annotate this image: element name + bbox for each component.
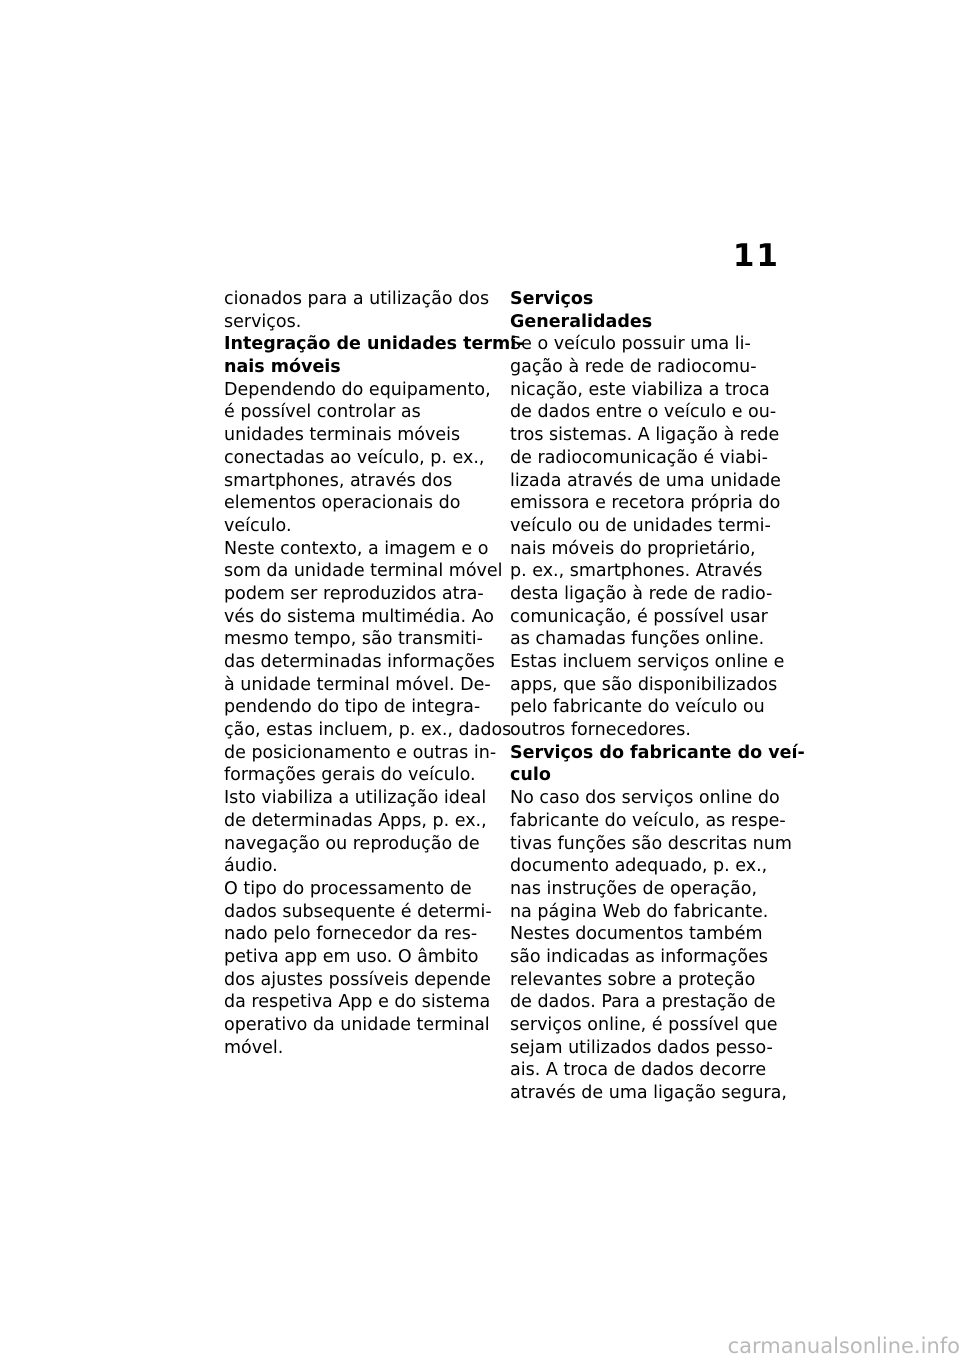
text-line: na página Web do fabricante. <box>510 901 769 922</box>
text-line: nado pelo fornecedor da res- <box>224 924 478 945</box>
text-line: à unidade terminal móvel. De- <box>224 674 491 695</box>
text-line: apps, que são disponibilizados <box>510 674 778 695</box>
text-line: pelo fabricante do veículo ou <box>510 697 765 718</box>
text-line: cionados para a utilização dos <box>224 289 490 309</box>
heading-line: Generalidades <box>510 311 653 332</box>
heading-line: Integração de unidades termi- <box>224 334 524 355</box>
text-line: documento adequado, p. ex., <box>510 856 768 877</box>
text-line: unidades terminais móveis <box>224 425 461 446</box>
text-line: veículo ou de unidades termi- <box>510 515 771 536</box>
text-line: Estas incluem serviços online e <box>510 652 785 672</box>
text-line: nicação, este viabiliza a troca <box>510 379 770 400</box>
heading-line: culo <box>510 765 551 786</box>
text-line: elementos operacionais do <box>224 493 461 514</box>
page-number: 11 <box>732 238 780 274</box>
watermark-footer[interactable]: carmanualsonline.info <box>727 1334 960 1358</box>
text-line: tivas funções são descritas num <box>510 833 792 854</box>
text-line: gação à rede de radiocomu- <box>510 357 757 378</box>
left-column <box>224 288 524 1059</box>
text-line: relevantes sobre a proteção <box>510 969 756 990</box>
text-line: dados subsequente é determi- <box>224 901 492 922</box>
text-line: serviços. <box>224 311 302 332</box>
text-line: nais móveis do proprietário, <box>510 538 756 559</box>
text-line: sejam utilizados dados pesso- <box>510 1037 773 1058</box>
text-line: as chamadas funções online. <box>510 629 765 650</box>
text-line: de posicionamento e outras in- <box>224 742 497 763</box>
text-line: Isto viabiliza a utilização ideal <box>224 788 487 809</box>
text-line: ais. A troca de dados decorre <box>510 1060 767 1081</box>
text-line: de determinadas Apps, p. ex., <box>224 810 487 831</box>
text-line: Se o veículo possuir uma li- <box>510 334 751 355</box>
text-line: nas instruções de operação, <box>510 878 758 899</box>
text-line: pendendo do tipo de integra- <box>224 697 481 718</box>
text-line: vés do sistema multimédia. Ao <box>224 606 494 627</box>
text-line: outros fornecedores. <box>510 720 691 741</box>
text-line: petiva app em uso. O âmbito <box>224 946 479 967</box>
text-line: operativo da unidade terminal <box>224 1015 490 1035</box>
text-line: emissora e recetora própria do <box>510 493 781 514</box>
text-line: tros sistemas. A ligação à rede <box>510 425 780 446</box>
text-line: móvel. <box>224 1037 284 1058</box>
text-line: conectadas ao veículo, p. ex., <box>224 447 485 468</box>
text-line: ção, estas incluem, p. ex., dados <box>224 720 512 741</box>
text-line: áudio. <box>224 856 278 877</box>
text-line: dos ajustes possíveis depende <box>224 969 491 990</box>
text-line: Nestes documentos também <box>510 924 763 945</box>
text-line: da respetiva App e do sistema <box>224 992 491 1013</box>
text-line: de radiocomunicação é viabi- <box>510 447 768 468</box>
text-line: de dados. Para a prestação de <box>510 992 776 1013</box>
text-line: das determinadas informações <box>224 652 495 672</box>
text-line: mesmo tempo, são transmiti- <box>224 629 483 650</box>
heading-line: Serviços do fabricante do veí- <box>510 742 805 763</box>
text-line: O tipo do processamento de <box>224 878 472 899</box>
text-line: através de uma ligação segura, <box>510 1083 787 1104</box>
text-line: formações gerais do veículo. <box>224 765 476 786</box>
text-line: lizada através de uma unidade <box>510 470 781 491</box>
text-line: é possível controlar as <box>224 402 421 423</box>
text-line: p. ex., smartphones. Através <box>510 561 763 582</box>
text-line: fabricante do veículo, as respe- <box>510 810 786 831</box>
text-line: smartphones, através dos <box>224 470 453 491</box>
text-line: de dados entre o veículo e ou- <box>510 402 777 423</box>
text-line: navegação ou reprodução de <box>224 833 480 854</box>
text-line: veículo. <box>224 515 292 536</box>
text-line: Dependendo do equipamento, <box>224 379 491 400</box>
text-line: serviços online, é possível que <box>510 1015 778 1035</box>
heading-line: nais móveis <box>224 357 341 378</box>
text-line: podem ser reproduzidos atra- <box>224 583 484 604</box>
text-line: desta ligação à rede de radio- <box>510 583 773 604</box>
text-line: No caso dos serviços online do <box>510 788 780 809</box>
right-column <box>510 288 805 1105</box>
text-line: som da unidade terminal móvel <box>224 561 503 582</box>
text-line: Neste contexto, a imagem e o <box>224 538 489 559</box>
heading-line: Serviços <box>510 289 594 309</box>
text-line: comunicação, é possível usar <box>510 606 768 627</box>
text-line: são indicadas as informações <box>510 946 768 967</box>
